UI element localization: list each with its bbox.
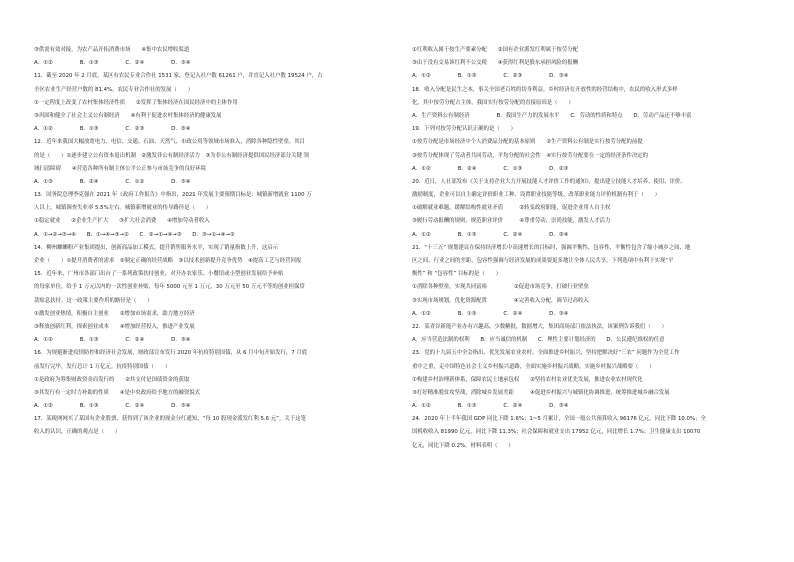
text-line: 收入的认识，正确的观点是（ ） bbox=[34, 429, 121, 436]
text-line: ①是政府为筹集财政资金而发行的 ②其支付是国债资金的获取 bbox=[34, 376, 190, 383]
text-line: ③其发行有一定时力补助的性质 ④是中央政府给予地方的融资貌式 bbox=[34, 389, 200, 396]
text-line: 17．某税网网买了某国有企业股票，获得到了该企业的现金分红通知，“每 10 股现金派发红利 5.6 元”。关于这笔 bbox=[34, 416, 306, 423]
text-line: 域扫清障碍 ④营造各种所有制主体公平公正参与市场竞争的良好环境 bbox=[34, 165, 206, 172]
text-line: 20．近日，人社部发布《关于支持企业大力开展技能人才评价工作的通知》，提出建立技能人才培养、使用、评价、 bbox=[412, 178, 686, 185]
text-line: ①一定程度上改变了农村集体经济性质 ②发挥了集体经济在国民经济中的主体作用 bbox=[34, 99, 238, 106]
text-line: 11．截至 2020 年 2 月底，某区有农民专业合作社 1531 家，登记入社户数 61261 户，并直记入社户数 19524 户，占 bbox=[34, 73, 323, 80]
text-line: 23．党的十九届五中全会指出，优先发展农业农村，全面推进乡村振兴，坚持把解决好“三农” 问题作为全党工作 bbox=[412, 350, 680, 357]
text-line: 15．近年来，广州市各部门出台了一系列政策扶持创业，对开办农家乐、小餐馆或小型创业发展给予补贴 bbox=[34, 271, 284, 278]
text-line: ③供需有效对接，为农产品开拓消费市场 ④集中农民增收渠道 bbox=[34, 47, 190, 53]
text-line: ③打好精准脱贫攻坚战，消除城乡发展差距 ④促进乡村振兴与城镇化协调推进，统筹推进城乡融合发展 bbox=[412, 389, 670, 396]
text-line: 14．柳州螺蛳粉产业集团提出，创新商品加工模式，提升销售服务水平，实现了销量指数上升，这启示 bbox=[34, 244, 279, 251]
text-line: 18．收入分配是民生之本，事关全国老百姓的切身利益。乡村经济在开放性的经营结构中，农民的收入形式多样 bbox=[412, 86, 678, 93]
text-line: 区之间、行业之间的差距，包容性强调与经济发展的成果要更多地让全体人民共享。下列选项中有利于实现“平 bbox=[412, 258, 674, 264]
text-line: 企业（ ）①提升消费者的需求 ②制定正确的经营战略 ③以技术创新提升竞争优势 ④提高工艺与经营回报 bbox=[34, 258, 302, 264]
text-line: 全区农业生产经营户数的 81.4%。农民专业合作社的发展（ ） bbox=[34, 86, 193, 93]
text-line: ③释放创新红利，探索创业成本 ④增加经营投入，推进产业发展 bbox=[34, 323, 195, 330]
text-line: A．①② B．①③ C．②③ D．③④ bbox=[34, 126, 191, 133]
text-line: 人以上，城镇调查失业率 5.5%左右。城镇新增就业的传导路径是（ ） bbox=[34, 205, 212, 212]
text-line: A．①② B．①③ C．②④ D．③④ bbox=[34, 403, 191, 410]
text-line: ③按劳分配体现了劳动者共同劳动，平均分配的社会性 ④实行按劳分配要在一定的经济条件决定的 bbox=[412, 152, 649, 159]
text-line: 款贴息扶持。这一政策主要作用的路径是（ ） bbox=[34, 297, 153, 304]
text-line: A．①② B．①③ C．②④ D．③④ bbox=[412, 310, 569, 317]
text-line: A．①② B．①③ C．②④ D．③④ bbox=[412, 403, 569, 410]
text-line: ③由于没有交易该红利不公交税 ④获得红利是股东承担风险的报酬 bbox=[412, 60, 578, 67]
text-line: 13．国务院总理李克强在 2021 年《政府工作报告》中指出，2021 年发展主要预期目标是：城镇新增就业 1100 万 bbox=[34, 192, 312, 199]
text-line: 衡性” 和 “包容性” 目标的是（ ） bbox=[412, 271, 501, 278]
text-line: 亿元，同比下降 0.2%。材料表明（ ） bbox=[412, 442, 514, 449]
text-line: 19．下列对按劳分配认识正确的是（ ） bbox=[412, 126, 516, 133]
text-line: A．①② B．①③ C．②③ D．③④ bbox=[412, 73, 569, 80]
text-line: A．①② B．①③ C．②④ D．③④ bbox=[412, 231, 569, 238]
text-line: ①构建乡村治理新体系，保障农民土地承包权 ②坚持农村农业优先发展，推进农业农村现代化 bbox=[412, 376, 643, 383]
text-line: 的是（ ）①逐步建立公有资本退出机制 ②激发非公有制经济活力 ③为非公有制经济提供国民经济部分关键 领 bbox=[34, 152, 309, 159]
text-line: ①按劳分配是市场经济中个人消费品分配的基本原则 ②生产资料公有制是实行按劳分配的前提 bbox=[412, 139, 643, 146]
text-line: 前发行完毕，发行总计 1 万亿元。抗疫特别国债（ ） bbox=[34, 363, 171, 370]
text-line: 12．近年来我国大幅放宽电力、电信、交通、石油、天然气、市政公用等领域市场准入，消除各种隐性壁垒。其目 bbox=[34, 139, 306, 146]
left-column bbox=[34, 44, 389, 440]
text-line: A．①→②→③→④ B．①→④→③→② C．②→①→④→③ D．③→①→④→② bbox=[34, 231, 235, 238]
text-line: 21．“十三五” 规划建议在保持经济增长中高速增长的目标时，强调平衡性、包容性、平衡性包含了缩小城乡之间、地 bbox=[412, 244, 691, 251]
text-line: 16．为规避渐进疫情防控和经济社会发展，财政部宣布发行 2020 年抗疫特别国债，从 6 月中旬开始发行，7 月底 bbox=[34, 350, 308, 357]
text-line: 激励制度，企业可以自主确定评价职业工种、设置职业技能等级。改革职业能力评价机制有利于（ ） bbox=[412, 192, 660, 199]
text-line: 重中之重，走中国特色社会主义乡村振兴道路，全面实施乡村振兴战略。实施乡村振兴战略要（ ） bbox=[412, 363, 655, 370]
text-line: ①稳定就业 ②企业生产扩大 ③扩大社会消费 ④增加劳动者收入 bbox=[34, 218, 210, 225]
text-line: ③履行劳动报酬的规则，规范职业评价 ④尊重劳动、崇尚技能，激发人才活力 bbox=[412, 218, 611, 225]
text-line: 24．2020 年上半年我国 GDP 同比下降 1.6%；1~5 月累计，全国一般公共预算收入 96176 亿元，同比下降 10.0%；全 bbox=[412, 416, 706, 423]
text-line: ③巩固和健全了社会主义公有制经济 ④有利于促进农村集体经济的健康发展 bbox=[34, 112, 222, 119]
text-line: ③实现市场规划，优化资源配置 ④完善收入分配，调节过高收入 bbox=[412, 297, 589, 304]
text-line: A．应当营造法制的权利 B．应当诚信的机制 C．理性主要计划经济的 D．公民遵纪维权的任意 bbox=[412, 337, 665, 344]
text-line: A．生产资料公有制经济 B．我国生产力的发展水平 C．劳动的性质和特点 D．劳动产品还不够丰富 bbox=[412, 112, 692, 119]
text-line: 国税收收入 81990 亿元，同比下降 11.3%；社会保障和就业支出 17952 亿元，同比增长 1.7%；卫生健康支出 10070 bbox=[412, 429, 701, 436]
text-line: 22．某青谷新能产业办有兴趣高、少数糖批，数据增大，集团商场部门依法执法。该案例告诉我们（ ） bbox=[412, 323, 667, 330]
text-line: A．①③ B．②④ C．①② D．③④ bbox=[34, 178, 191, 185]
right-column bbox=[412, 44, 767, 453]
text-line: 的每家单位，给予 1 万元以内的一次性创业补贴，每年 5000 元至 1 万元，30 万元至 50 万元不等的创业担保贷 bbox=[34, 284, 305, 291]
text-line: A．①② B．①③ C．②④ D．③④ bbox=[34, 60, 191, 67]
text-line: ①红利收入属于按生产要素分配 ②国有企业派发红利属于按劳分配 bbox=[412, 47, 578, 53]
text-line: A．①② B．①③ C．②④ D．③④ bbox=[34, 337, 191, 344]
text-line: ①消除各种壁垒，实现共同富裕 ②促进市场竞争，打破行业壁垒 bbox=[412, 284, 589, 291]
text-line: ①破解就业难题，缓解结构性就业矛盾 ②转变政府职能，促进企业用人自主权 bbox=[412, 205, 611, 212]
text-line: A．①② B．②④ C．①③ D．②③ bbox=[412, 165, 569, 172]
text-line: 化，其中按劳分配占主体，我国实行按劳分配的直接原因是（ ） bbox=[412, 99, 574, 106]
text-line: ①激发创业热情，积极自主创业 ②增加市场需求，助力地方经济 bbox=[34, 310, 195, 317]
